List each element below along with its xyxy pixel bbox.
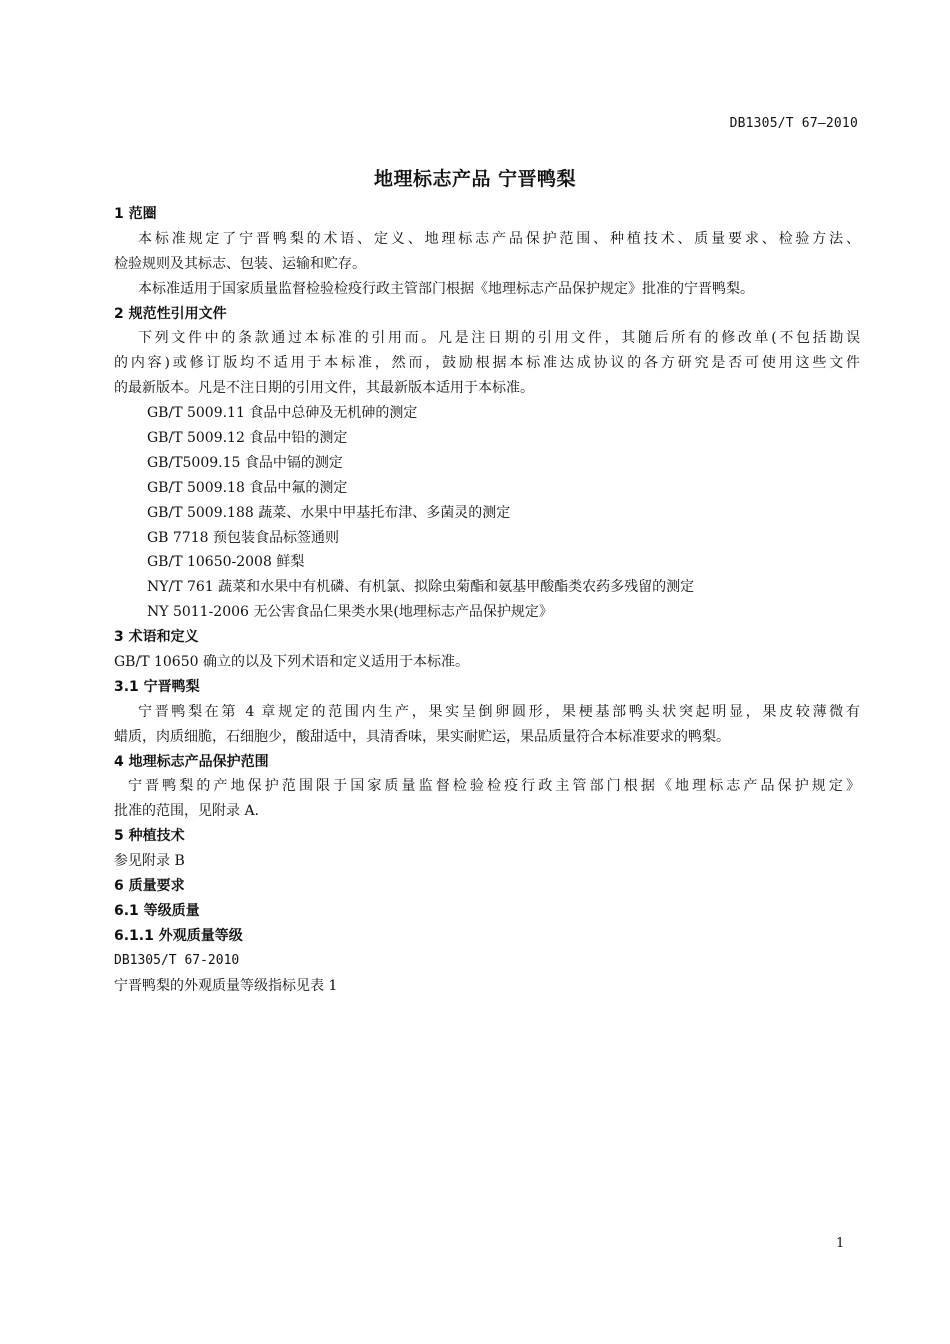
reference-item: GB/T5009.15 食品中镉的测定	[147, 454, 343, 471]
section-4-paragraph-line: 宁晋鸭梨的产地保护范围限于国家质量监督检验检疫行政主管部门根据《地理标志产品保护规定》	[128, 778, 860, 795]
page-number: 1	[836, 1236, 845, 1251]
reference-item: GB 7718 预包装食品标签通则	[147, 529, 340, 546]
section-3-heading: 3 术语和定义	[114, 629, 199, 646]
section-6-heading: 6 质量要求	[114, 878, 185, 895]
document-body	[114, 202, 860, 999]
section-2-paragraph-line: 的内容)或修订版均不适用于本标准，然而，鼓励根据本标准达成协议的各方研究是否可使用这些文件	[114, 355, 860, 372]
reference-item: GB/T 5009.18 食品中氟的测定	[147, 479, 348, 496]
section-3-paragraph: GB/T 10650 确立的以及下列术语和定义适用于本标准。	[114, 654, 469, 671]
section-2-paragraph-line: 的最新版本。凡是不注日期的引用文件，其最新版本适用于本标准。	[114, 380, 534, 397]
section-5-paragraph: 参见附录 B	[114, 853, 185, 870]
section-1-paragraph: 本标准适用于国家质量监督检验检疫行政主管部门根据《地理标志产品保护规定》批准的宁晋鸭梨。	[138, 280, 754, 297]
reference-item: GB/T 5009.12 食品中铅的测定	[147, 430, 348, 447]
standard-code-inline: DB1305/T 67-2010	[114, 952, 240, 968]
reference-item: NY/T 761 蔬菜和水果中有机磷、有机氯、拟除虫菊酯和氨基甲酸酯类农药多残留的测定	[147, 579, 695, 596]
reference-item: GB/T 5009.11 食品中总砷及无机砷的测定	[147, 405, 418, 422]
section-3-1-paragraph-line: 蜡质，肉质细脆，石细胞少，酸甜适中，具清香味，果实耐贮运，果品质量符合本标准要求的鸭梨。	[114, 728, 730, 745]
section-6-1-1-heading: 6.1.1 外观质量等级	[114, 927, 243, 944]
section-3-1-heading: 3.1 宁晋鸭梨	[114, 678, 200, 695]
page-title: 地理标志产品 宁晋鸭梨	[373, 168, 577, 190]
section-6-paragraph: 宁晋鸭梨的外观质量等级指标见表 1	[114, 977, 338, 994]
section-1-paragraph-line: 检验规则及其标志、包装、运输和贮存。	[114, 255, 366, 272]
reference-item: NY 5011-2006 无公害食品仁果类水果(地理标志产品保护规定》	[147, 604, 553, 621]
section-2-heading: 2 规范性引用文件	[114, 305, 227, 322]
section-2-paragraph-line: 下列文件中的条款通过本标准的引用而。凡是注日期的引用文件，其随后所有的修改单(不包括勘误	[138, 330, 860, 347]
standard-code-header: DB1305/T 67—2010	[729, 116, 858, 131]
section-3-1-paragraph-line: 宁晋鸭梨在第 4 章规定的范围内生产，果实呈倒卵圆形，果梗基部鸭头状突起明显，果皮较薄微有	[138, 703, 860, 720]
section-1-paragraph-line: 本标准规定了宁晋鸭梨的术语、定义、地理标志产品保护范围、种植技术、质量要求、检验方法、	[138, 230, 860, 247]
section-1-heading: 1 范圈	[114, 206, 157, 222]
section-4-heading: 4 地理标志产品保护范围	[114, 753, 269, 770]
section-4-paragraph-line: 批准的范围，见附录 A.	[114, 803, 260, 820]
section-5-heading: 5 种植技术	[114, 828, 185, 845]
reference-item: GB/T 5009.188 蔬菜、水果中甲基托布津、多菌灵的测定	[147, 504, 511, 521]
reference-item: GB/T 10650-2008 鲜梨	[147, 554, 305, 571]
section-6-1-heading: 6.1 等级质量	[114, 902, 200, 919]
